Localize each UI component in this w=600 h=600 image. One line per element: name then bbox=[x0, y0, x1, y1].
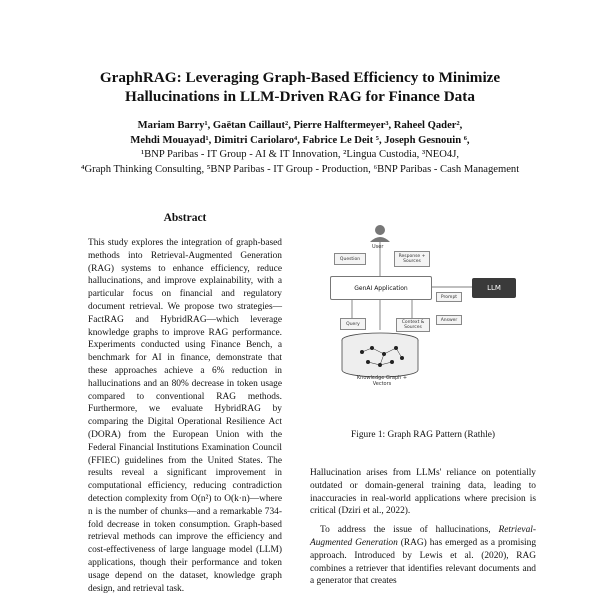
user-icon bbox=[370, 225, 390, 242]
figure-connectors bbox=[312, 220, 534, 400]
graph-rag-figure bbox=[312, 220, 534, 400]
question-box: Question bbox=[334, 253, 366, 265]
abstract-heading: Abstract bbox=[163, 212, 207, 224]
rag-term: Retrieval-Augmented Generation bbox=[310, 525, 536, 548]
authors-line-2: Mehdi Mouayad¹, Dimitri Cariolaro⁴, Fabrice Le Deit ⁵, Joseph Gesnouin ⁶, bbox=[130, 134, 470, 146]
database-label: Knowledge Graph + Vectors bbox=[356, 375, 408, 387]
response-box: Response + Sources bbox=[394, 251, 430, 267]
answer-box: Answer bbox=[436, 315, 462, 325]
prompt-box: Prompt bbox=[436, 292, 462, 302]
affiliations-line-2: ⁴Graph Thinking Consulting, ⁵BNP Paribas - IT Group - Production, ⁶BNP Paribas - Cash Management bbox=[80, 163, 520, 175]
paper-title bbox=[40, 68, 560, 106]
para2-start: To address the issue of hallucinations, bbox=[320, 525, 499, 536]
title-line-2: Hallucinations in LLM-Driven RAG for Finance Data bbox=[125, 88, 475, 105]
database-icon bbox=[342, 333, 418, 377]
authors-line-1: Mariam Barry¹, Gaëtan Caillaut², Pierre Halftermeyer³, Raheel Qader², bbox=[137, 120, 463, 131]
body-paragraph-2 bbox=[310, 524, 536, 588]
body-paragraph-1: Hallucination arises from LLMs' reliance on potentially outdated or domain-general training data, leading to inaccuracies in real-world applications where precision is critical (Dziri et al., 2022). bbox=[310, 468, 536, 517]
abstract-text: This study explores the integration of graph-based methods into Retrieval-Augmented Generation (RAG) systems to enhance efficiency, reduce hallucinations, and improve explainability, with a particular focus on financial and regulatory document retrieval. We propose two strategies—FactRAG and HybridRAG—which leverage knowledge graphs to improve RAG performance. Experiments conducted using Finance Bench, a benchmark for AI in finance, demonstrate that these approaches achieve a 6% reduction in hallucinations and an 80% decrease in token usage compared to conventional RAG methods. Furthermore, we evaluate HybridRAG by comparing the Digital Operational Resilience Act (DORA) from the European Union with the Federal Financial Institutions Examination Council (FFIEC) guidelines from the United States. The results reveal a significant improvement in computational efficiency, reducing contradiction detection complexity from O(n²) to O(k·n)—where n is the number of chunks—and a remarkable 734-fold decrease in token consumption. Graph-based retrieval methods can improve the efficiency and cost-effectiveness of large language model (LLM) applications, though their performance and token usage depend on the dataset, knowledge graph design, and retrieval task. bbox=[88, 238, 282, 594]
figure-caption: Figure 1: Graph RAG Pattern (Rathle) bbox=[351, 430, 495, 440]
author-block bbox=[20, 119, 580, 177]
title-line-1: GraphRAG: Leveraging Graph-Based Efficiency to Minimize bbox=[99, 69, 501, 86]
para2-rest: (RAG) has emerged as a promising approach. Introduced by Lewis et al. (2020), RAG combines a retriever that identifies relevant documents and a generator that creates bbox=[310, 537, 537, 587]
body-column-right bbox=[310, 467, 536, 594]
genai-application-box: GenAI Application bbox=[330, 276, 432, 300]
user-label: User bbox=[372, 244, 384, 250]
llm-box: LLM bbox=[472, 278, 516, 298]
query-box: Query bbox=[340, 318, 366, 330]
context-box: Context & Sources bbox=[396, 318, 430, 332]
affiliations-line-1: ¹BNP Paribas - IT Group - AI & IT Innovation, ²Lingua Custodia, ³NEO4J, bbox=[141, 149, 459, 160]
